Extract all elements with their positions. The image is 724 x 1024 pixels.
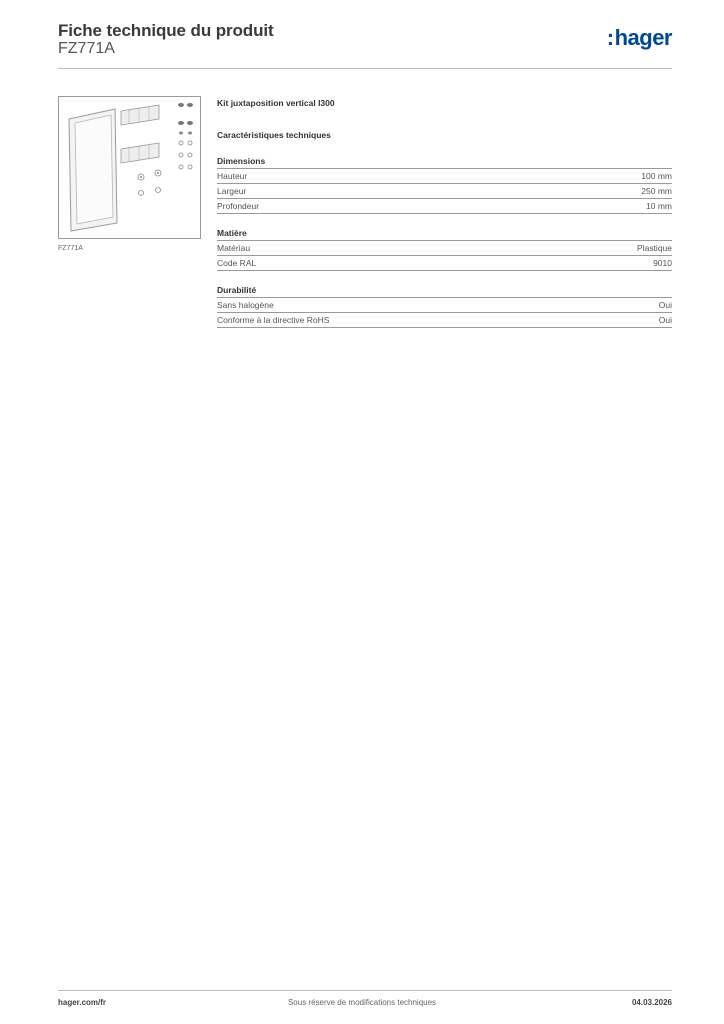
spec-value: Oui — [658, 315, 672, 325]
product-illustration-icon — [59, 97, 200, 238]
spec-row-depth — [217, 199, 672, 214]
spec-value: Plastique — [637, 243, 672, 253]
spec-label: Matériau — [217, 243, 251, 253]
spec-label: Conforme à la directive RoHS — [217, 315, 330, 325]
product-reference: FZ771A — [58, 40, 115, 57]
footer-notice: Sous réserve de modifications techniques — [287, 998, 437, 1007]
product-image — [58, 96, 201, 239]
spec-value: 10 mm — [646, 201, 672, 211]
spec-label: Sans halogène — [217, 300, 274, 310]
technical-specifications — [217, 96, 672, 328]
image-caption: FZ771A — [58, 245, 83, 252]
footer-divider — [58, 990, 672, 991]
header-divider — [58, 68, 672, 69]
section-title: Durabilité — [217, 283, 672, 298]
spec-row-width — [217, 184, 672, 199]
spec-label: Hauteur — [217, 171, 248, 181]
logo-dots-icon: : — [606, 25, 614, 50]
footer-website: hager.com/fr — [58, 998, 107, 1007]
spec-value: 250 mm — [641, 186, 672, 196]
spec-row-rohs — [217, 313, 672, 328]
spec-row-material — [217, 241, 672, 256]
product-name: Kit juxtaposition vertical I300 — [217, 98, 335, 108]
spec-label: Largeur — [217, 186, 247, 196]
section-title: Matière — [217, 226, 672, 241]
specs-heading: Caractéristiques techniques — [217, 130, 331, 140]
spec-value: 9010 — [653, 258, 672, 268]
logo-text: hager — [614, 25, 672, 50]
spec-row-halogen-free — [217, 298, 672, 313]
spec-value: Oui — [658, 300, 672, 310]
page-title: Fiche technique du produit — [58, 21, 274, 40]
spec-label: Code RAL — [217, 258, 257, 268]
spec-row-height — [217, 169, 672, 184]
spec-value: 100 mm — [641, 171, 672, 181]
footer-date: 04.03.2026 — [631, 998, 672, 1007]
section-title: Dimensions — [217, 154, 672, 169]
hager-logo — [607, 27, 672, 49]
spec-row-ral-code — [217, 256, 672, 271]
section-dimensions — [217, 154, 672, 214]
spec-label: Profondeur — [217, 201, 260, 211]
section-durability — [217, 283, 672, 328]
section-material — [217, 226, 672, 271]
